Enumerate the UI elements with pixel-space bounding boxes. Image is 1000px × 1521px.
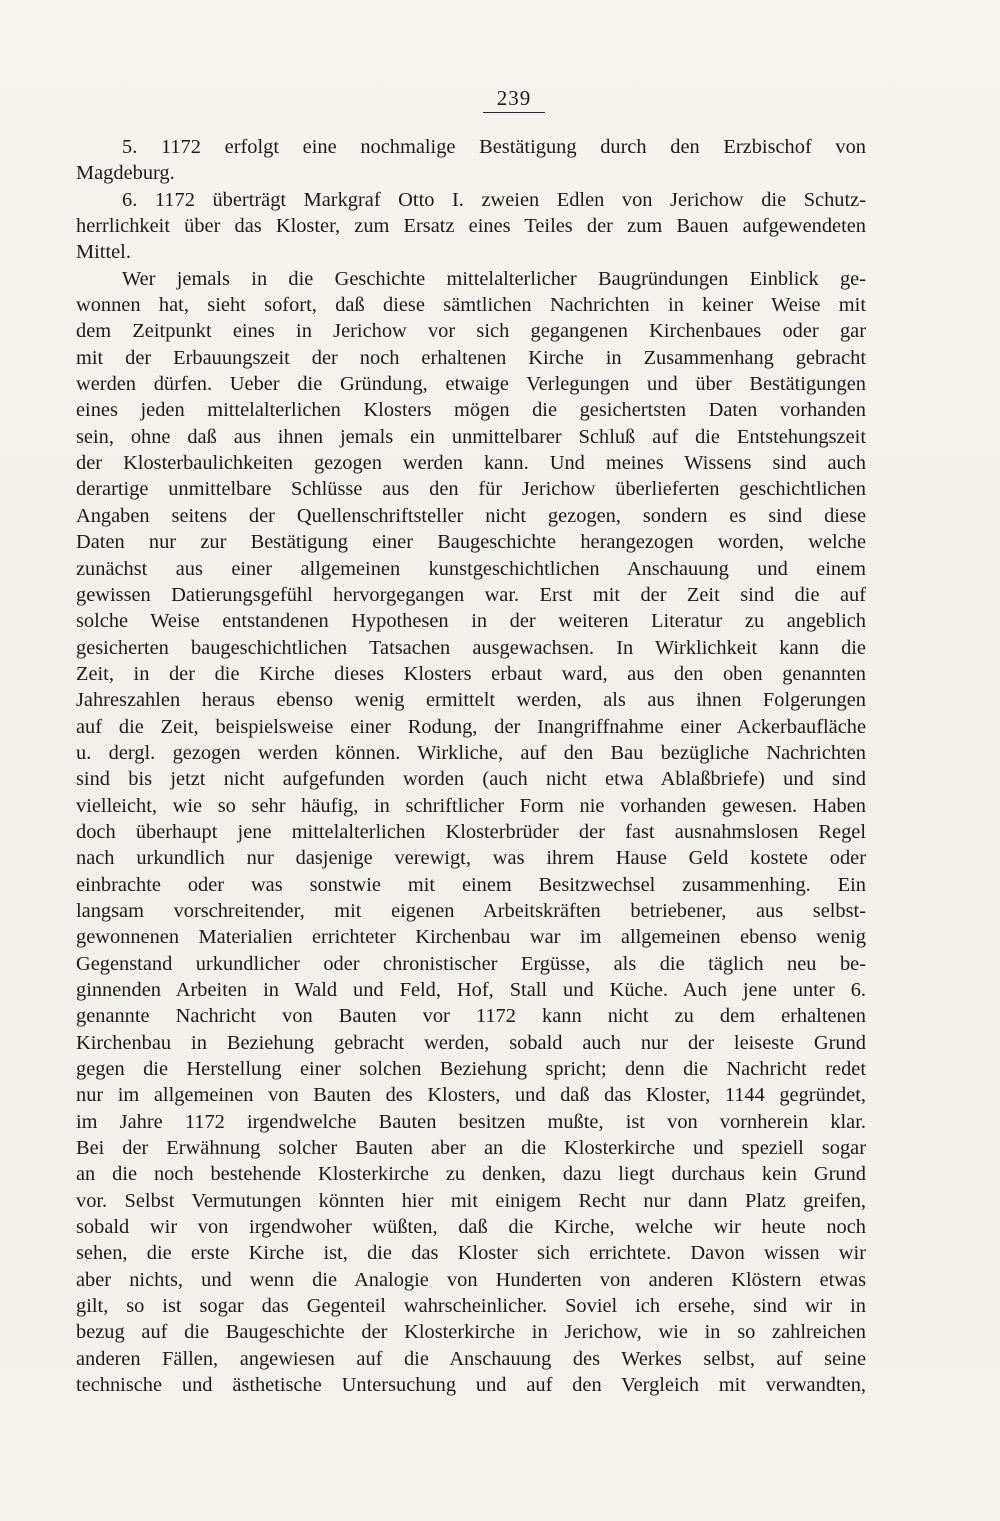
text-line: derartige unmittelbare Schlüsse aus den für Jerichow überlieferten geschichtlichen xyxy=(76,478,866,501)
text-line: 5. 1172 erfolgt eine nochmalige Bestätigung durch den Erzbischof von xyxy=(122,136,866,158)
text-line: gegen die Herstellung einer solchen Beziehung spricht; denn die Nachricht redet xyxy=(76,1058,866,1081)
text-line: gewissen Datierungsgefühl hervorgegangen war. Erst mit der Zeit sind die auf xyxy=(76,583,866,606)
text-line: gesicherten baugeschichtlichen Tatsachen ausgewachsen. In Wirklichkeit kann die xyxy=(76,636,866,659)
text-line: langsam vorschreitender, mit eigenen Arbeitskräften betriebener, aus selbst- xyxy=(76,899,866,922)
page-header xyxy=(0,86,1000,113)
text-line: der Klosterbaulichkeiten gezogen werden kann. Und meines Wissens sind auch xyxy=(76,452,866,475)
text-line: 6. 1172 überträgt Markgraf Otto I. zweien Edlen von Jerichow die Schutz- xyxy=(122,188,866,211)
text-line: wonnen hat, sieht sofort, daß diese sämtlichen Nachrichten in keiner Weise mit xyxy=(76,294,866,317)
text-line: mit der Erbauungszeit der noch erhaltenen Kirche in Zusammenhang gebracht xyxy=(76,346,866,369)
text-line: nach urkundlich nur dasjenige verewigt, was ihrem Hause Geld kostete oder xyxy=(76,847,866,870)
body-text xyxy=(76,134,866,1399)
text-line: an die noch bestehende Klosterkirche zu denken, dazu liegt durchaus kein Grund xyxy=(76,1163,866,1186)
text-line: vielleicht, wie so sehr häufig, in schriftlicher Form nie vorhanden gewesen. Haben xyxy=(76,794,866,817)
text-line: ginnenden Arbeiten in Wald und Feld, Hof, Stall und Küche. Auch jene unter 6. xyxy=(76,979,866,1001)
page-number: 239 xyxy=(483,86,546,113)
text-line: Bei der Erwähnung solcher Bauten aber an die Klosterkirche und speziell sogar xyxy=(76,1137,866,1160)
text-line: sein, ohne daß aus ihnen jemals ein unmittelbarer Schluß auf die Entstehungszeit xyxy=(76,425,866,448)
text-line: aber nichts, und wenn die Analogie von Hunderten von anderen Klöstern etwas xyxy=(76,1268,866,1291)
text-line: gilt, so ist sogar das Gegenteil wahrscheinlicher. Soviel ich ersehe, sind wir in xyxy=(76,1295,866,1318)
text-line: zunächst aus einer allgemeinen kunstgeschichtlichen Anschauung und einem xyxy=(76,557,866,580)
text-line: im Jahre 1172 irgendwelche Bauten besitzen mußte, ist von vornherein klar. xyxy=(76,1110,866,1133)
text-line: bezug auf die Baugeschichte der Klosterkirche in Jerichow, wie in so zahlreichen xyxy=(76,1321,866,1344)
text-line: anderen Fällen, angewiesen auf die Anschauung des Werkes selbst, auf seine xyxy=(76,1347,866,1370)
text-line: Jahreszahlen heraus ebenso wenig ermittelt werden, als aus ihnen Folgerungen xyxy=(76,689,866,712)
text-line: Wer jemals in die Geschichte mittelalterlicher Baugründungen Einblick ge- xyxy=(122,267,866,290)
text-line: dem Zeitpunkt eines in Jerichow vor sich gegangenen Kirchenbaues oder gar xyxy=(76,320,866,343)
text-line: vor. Selbst Vermutungen könnten hier mit einigem Recht nur dann Platz greifen, xyxy=(76,1189,866,1212)
text-line: technische und ästhetische Untersuchung und auf den Vergleich mit verwandten, xyxy=(76,1374,866,1397)
text-line: Daten nur zur Bestätigung einer Baugeschichte herangezogen worden, welche xyxy=(76,531,866,554)
text-line: sind bis jetzt nicht aufgefunden worden (auch nicht etwa Ablaßbriefe) und sind xyxy=(76,768,866,791)
text-line: u. dergl. gezogen werden können. Wirkliche, auf den Bau bezügliche Nachrichten xyxy=(76,741,866,764)
text-line: genannte Nachricht von Bauten vor 1172 kann nicht zu dem erhaltenen xyxy=(76,1005,866,1028)
text-line: gewonnenen Materialien errichteter Kirchenbau war im allgemeinen ebenso wenig xyxy=(76,926,866,949)
text-line: sehen, die erste Kirche ist, die das Kloster sich errichtete. Davon wissen wir xyxy=(76,1242,866,1265)
text-line: solche Weise entstandenen Hypothesen in der weiteren Literatur zu angeblich xyxy=(76,610,866,633)
text-line: Angaben seitens der Quellenschriftsteller nicht gezogen, sondern es sind diese xyxy=(76,504,866,527)
text-line: doch überhaupt jene mittelalterlichen Klosterbrüder der fast ausnahmslosen Regel xyxy=(76,820,866,843)
text-line: herrlichkeit über das Kloster, zum Ersatz eines Teiles der zum Bauen aufgewendeten xyxy=(76,215,866,238)
text-line: sobald wir von irgendwoher wüßten, daß die Kirche, welche wir heute noch xyxy=(76,1216,866,1239)
text-line: Magdeburg. xyxy=(76,162,175,185)
text-line: eines jeden mittelalterlichen Klosters mögen die gesichertsten Daten vorhanden xyxy=(76,399,866,422)
text-line: nur im allgemeinen von Bauten des Klosters, und daß das Kloster, 1144 gegründet, xyxy=(76,1084,866,1107)
text-line: einbrachte oder was sonstwie mit einem Besitzwechsel zusammenhing. Ein xyxy=(76,873,866,896)
text-line: Gegenstand urkundlicher oder chronistischer Ergüsse, als die täglich neu be- xyxy=(76,952,866,975)
text-line: auf die Zeit, beispielsweise einer Rodung, der Inangriffnahme einer Ackerbaufläche xyxy=(76,715,866,738)
text-line: Zeit, in der die Kirche dieses Klosters erbaut ward, aus den oben genannten xyxy=(76,662,866,685)
text-line: Kirchenbau in Beziehung gebracht werden, sobald auch nur der leiseste Grund xyxy=(76,1031,866,1054)
text-line: Mittel. xyxy=(76,241,131,264)
text-line: werden dürfen. Ueber die Gründung, etwaige Verlegungen und über Bestätigungen xyxy=(76,373,866,396)
